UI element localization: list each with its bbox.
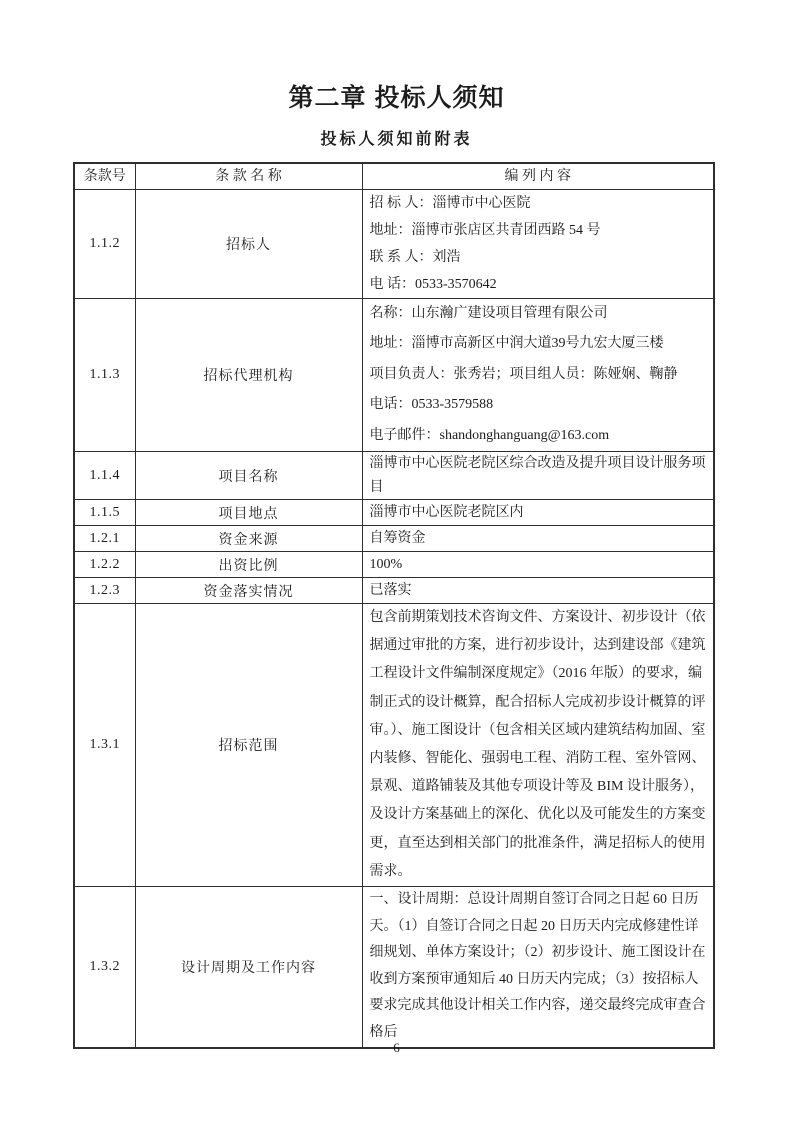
table-row-design-period xyxy=(74,887,714,1048)
table-row-tenderer xyxy=(74,190,714,299)
content-paragraph: 一、设计周期：总设计周期自签订合同之日起 60 日历天。（1）自签订合同之日起 20 日历天内完成修建性详细规划、单体方案设计；（2）初步设计、施工图设计在收到方案预审通知后 40 日历天内完成；（3）按招标人要求完成其他设计相关工作内容，递交最终完成审查合格后 xyxy=(369,892,706,1041)
clause-content xyxy=(362,887,714,1048)
table-row-fund-source xyxy=(74,526,714,552)
clause-number: 1.2.2 xyxy=(74,552,135,578)
table-row-project-location xyxy=(74,500,714,526)
content-line: 100% xyxy=(369,557,403,573)
content-line: 招 标 人：淄博市中心医院 xyxy=(369,196,531,211)
clause-number: 1.1.5 xyxy=(74,500,135,526)
clause-name: 项目地点 xyxy=(135,500,362,526)
header-clause-content: 编 列 内 容 xyxy=(362,163,714,190)
page-number: 6 xyxy=(393,1040,400,1055)
content-line: 项目负责人：张秀岩；项目组人员：陈娅娴、鞠静 xyxy=(369,366,678,382)
clause-number: 1.3.1 xyxy=(74,604,135,887)
clause-name: 招标范围 xyxy=(135,604,362,887)
table-row-funding-ratio xyxy=(74,552,714,578)
content-line: 电子邮件：shandonghanguang@163.com xyxy=(369,427,610,443)
content-line: 淄博市中心医院老院区内 xyxy=(369,505,524,521)
clause-content xyxy=(362,604,714,887)
content-line: 已落实 xyxy=(369,583,412,599)
table-row-bidding-scope xyxy=(74,604,714,887)
clause-name: 资金来源 xyxy=(135,526,362,552)
clause-number: 1.1.2 xyxy=(74,190,135,299)
clause-content xyxy=(362,299,714,452)
clause-number: 1.3.2 xyxy=(74,887,135,1048)
clause-content xyxy=(362,552,714,578)
content-line: 地址：淄博市张店区共青团西路 54 号 xyxy=(369,223,601,238)
content-line: 电话：0533-3579588 xyxy=(369,397,494,413)
content-line: 自筹资金 xyxy=(369,531,426,547)
clause-content xyxy=(362,190,714,299)
table-row-project-name xyxy=(74,452,714,500)
clause-name: 招标代理机构 xyxy=(135,299,362,452)
clause-number: 1.1.3 xyxy=(74,299,135,452)
table-row-agency xyxy=(74,299,714,452)
clause-content xyxy=(362,526,714,552)
clause-name: 招标人 xyxy=(135,190,362,299)
clause-name: 资金落实情况 xyxy=(135,578,362,604)
content-paragraph: 包含前期策划技术咨询文件、方案设计、初步设计（依据通过审批的方案，进行初步设计，达到建设部《建筑工程设计文件编制深度规定》（2016 年版）的要求，编制正式的设计概算，配合招标人完成初步设计概算的评审。）、施工图设计（包含相关区域内建筑结构加固、室内装修、智能化、强弱电工程、消防工程、室外管网、景观、道路铺装及其他专项设计等及 BIM 设计服务），及设计方案基础上的深化、优化以及可能发生的方案变更，直至达到相关部门的批准条件，满足招标人的使用需求。 xyxy=(369,610,706,879)
table-row-fund-implementation xyxy=(74,578,714,604)
header-clause-number: 条款号 xyxy=(74,163,135,190)
content-line: 电 话：0533-3570642 xyxy=(369,277,497,292)
header-clause-name: 条 款 名 称 xyxy=(135,163,362,190)
clause-number: 1.1.4 xyxy=(74,452,135,500)
content-line: 联 系 人：刘浩 xyxy=(369,250,461,265)
clause-name: 项目名称 xyxy=(135,452,362,500)
clause-number: 1.2.3 xyxy=(74,578,135,604)
clause-number: 1.2.1 xyxy=(74,526,135,552)
clause-name: 出资比例 xyxy=(135,552,362,578)
clause-content xyxy=(362,500,714,526)
chapter-title: 第二章 投标人须知 xyxy=(288,84,505,112)
clause-name: 设计周期及工作内容 xyxy=(135,887,362,1048)
content-line: 名称：山东瀚广建设项目管理有限公司 xyxy=(369,306,608,321)
content-line: 地址：淄博市高新区中润大道39号九宏大厦三楼 xyxy=(369,336,664,352)
clause-content xyxy=(362,452,714,500)
content-paragraph: 淄博市中心医院老院区综合改造及提升项目设计服务项目 xyxy=(369,456,706,495)
bidder-instructions-table xyxy=(73,162,715,1049)
table-subtitle: 投标人须知前附表 xyxy=(320,131,473,148)
clause-content xyxy=(362,578,714,604)
table-header-row xyxy=(74,163,714,190)
